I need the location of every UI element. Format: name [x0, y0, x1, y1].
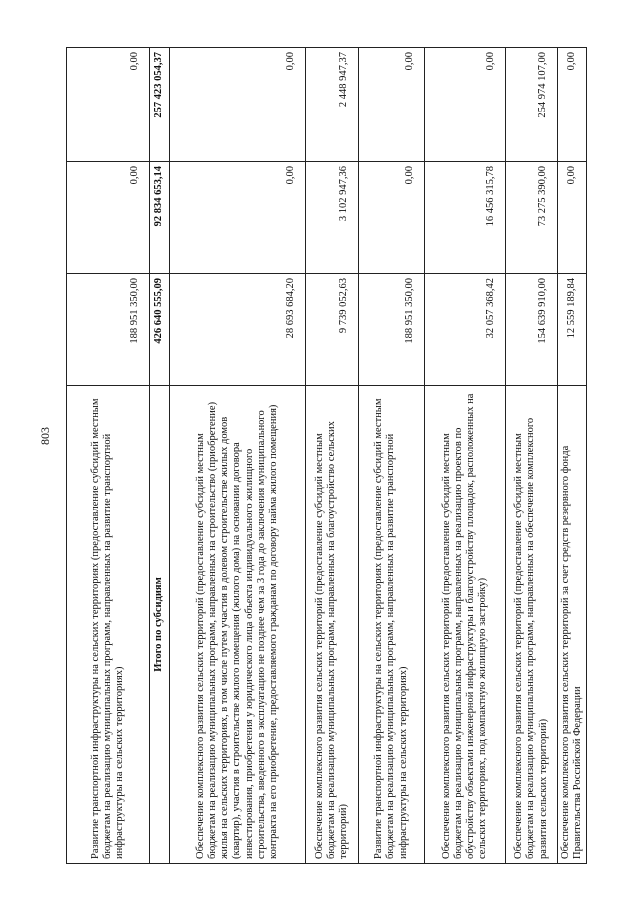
row-value-3: 0,00	[359, 48, 425, 162]
table-row	[359, 48, 425, 864]
row-value-2: 3 102 947,36	[306, 162, 359, 274]
row-value-2: 0,00	[67, 162, 150, 274]
row-value-3: 254 974 107,00	[506, 48, 558, 162]
row-value-2: 16 456 315,78	[425, 162, 506, 274]
row-value-3: 0,00	[67, 48, 150, 162]
row-value-1: 188 951 350,00	[359, 274, 425, 386]
row-value-3: 0,00	[170, 48, 306, 162]
row-value-3: 2 448 947,37	[306, 48, 359, 162]
table-row	[425, 48, 506, 864]
row-name: Обеспечение комплексного развития сельских территорий за счет средств резервного фонда Правительства Российской Федерации	[558, 386, 587, 864]
row-value-3: 257 423 054,37	[150, 48, 170, 162]
row-value-1: 188 951 350,00	[67, 274, 150, 386]
row-name: Развитие транспортной инфраструктуры на сельских территориях (предоставление субсидий местным бюджетам на реализацию муниципальных программ, направленных на развитие транспортной инфраструктуры на сельских территориях)	[67, 386, 150, 864]
row-value-1: 12 559 189,84	[558, 274, 587, 386]
row-name: Обеспечение комплексного развития сельских территорий (предоставление субсидий местным бюджетам на реализацию муниципальных программ, направленных на реализацию проектов по обустройству объектами инженерной инфраструктуры и благоустройству площадок, расположенных на сельских территориях, под компактную жилищную застройку)	[425, 386, 506, 864]
row-value-1: 426 640 555,09	[150, 274, 170, 386]
row-value-1: 28 693 684,20	[170, 274, 306, 386]
table-row	[306, 48, 359, 864]
row-name: Обеспечение комплексного развития сельских территорий (предоставление субсидий местным бюджетам на реализацию муниципальных программ, направленных на благоустройство сельских территорий)	[306, 386, 359, 864]
row-value-2: 73 275 390,00	[506, 162, 558, 274]
row-value-1: 9 739 052,63	[306, 274, 359, 386]
row-value-2: 0,00	[170, 162, 306, 274]
table-row-total	[150, 48, 170, 864]
row-name: Развитие транспортной инфраструктуры на сельских территориях (предоставление субсидий местным бюджетам на реализацию муниципальных программ, направленных на развитие транспортной инфраструктуры на сельских территориях)	[359, 386, 425, 864]
row-value-1: 154 639 910,00	[506, 274, 558, 386]
table-row	[170, 48, 306, 864]
row-name: Обеспечение комплексного развития сельских территорий (предоставление субсидий местным бюджетам на реализацию муниципальных программ, направленных на обеспечение комплексного развития сельских территорий)	[506, 386, 558, 864]
row-value-3: 0,00	[558, 48, 587, 162]
table-row	[558, 48, 587, 864]
rotated-table-container	[66, 48, 584, 864]
row-value-2: 92 834 653,14	[150, 162, 170, 274]
row-value-1: 32 057 368,42	[425, 274, 506, 386]
table-row	[506, 48, 558, 864]
row-name: Итого по субсидиям	[150, 386, 170, 864]
page-number: 803	[38, 427, 52, 445]
subsidies-table	[66, 47, 587, 864]
row-name: Обеспечение комплексного развития сельских территорий (предоставление субсидий местным бюджетам на реализацию муниципальных программ, направленных на строительство (приобретение) жилья на сельских территориях, в том числе путем участия в долевом строительстве жилых домов (квартир), участия в строительстве жилого помещения (жилого дома) на основании договора инвестирования, приобретения у юридического лица объекта индивидуального жилищного строительства, введенного в эксплуатацию не позднее чем за 3 года до заключения муниципального контракта на его приобретение, предоставляемого гражданам по договору найма жилого помещения)	[170, 386, 306, 864]
table-row	[67, 48, 150, 864]
row-value-2: 0,00	[558, 162, 587, 274]
row-value-2: 0,00	[359, 162, 425, 274]
row-value-3: 0,00	[425, 48, 506, 162]
